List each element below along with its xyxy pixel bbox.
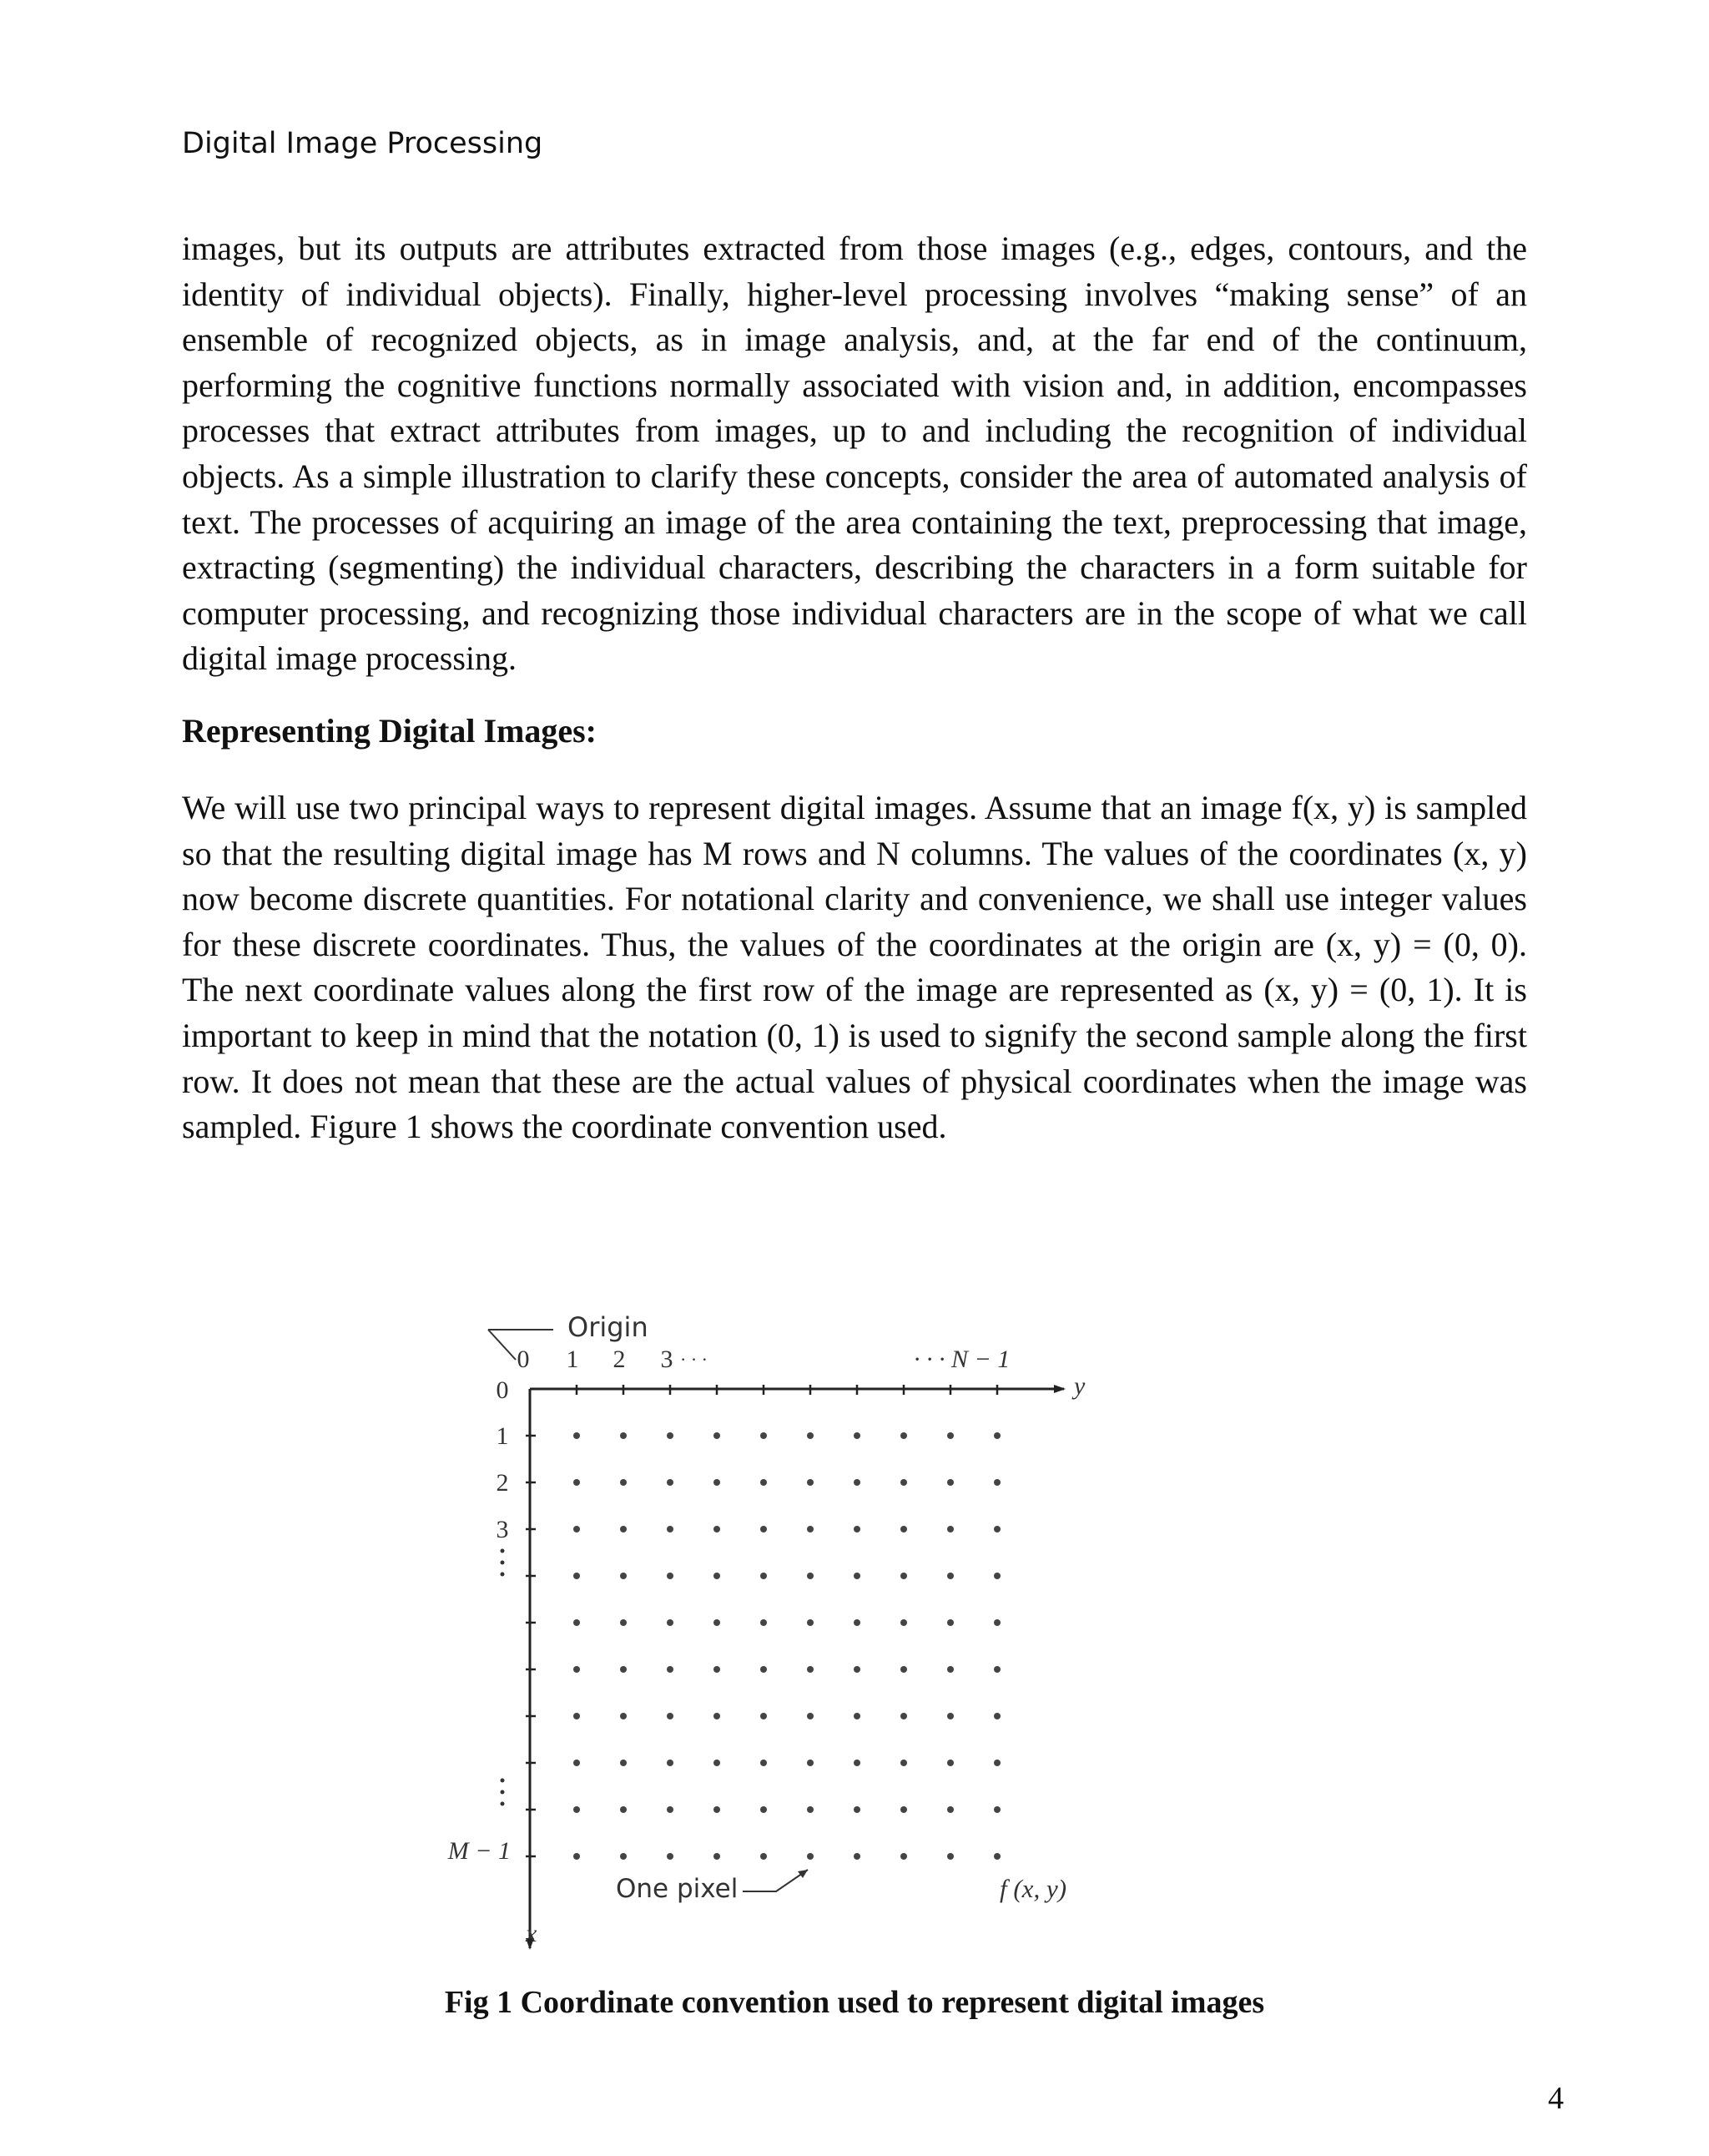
pixel-dot	[854, 1432, 860, 1439]
pixel-dot	[573, 1713, 580, 1719]
pixel-dot	[900, 1853, 907, 1860]
pixel-dot	[667, 1760, 673, 1766]
pixel-dot	[573, 1479, 580, 1486]
pixel-dot	[760, 1666, 767, 1673]
coordinate-convention-figure	[409, 1294, 1118, 1962]
pixel-dot	[854, 1573, 860, 1579]
pixel-dot	[854, 1760, 860, 1766]
pixel-dot	[620, 1713, 627, 1719]
one-pixel-pointer-head	[798, 1870, 808, 1878]
pixel-dot	[947, 1479, 954, 1486]
pixel-dot	[713, 1619, 720, 1626]
pixel-dot	[900, 1806, 907, 1813]
pixel-dot	[854, 1713, 860, 1719]
pixel-dot	[947, 1806, 954, 1813]
figure-caption: Fig 1 Coordinate convention used to represent digital images	[444, 1985, 1265, 2020]
paragraph-image-processing-levels: images, but its outputs are attributes extracted from those images (e.g., edges, contours, and the identity of individual objects). Finally, higher-level processing involves “making sense” of an ensemble of recognized objects, as in image analysis, and, at the far end of the continuum, performing the cognitive functions normally associated with vision and, in addition, encompasses processes that extract attributes from images, up to and including the recognition of individual objects. As a simple illustration to clarify these concepts, consider the area of automated analysis of text. The processes of acquiring an image of the area containing the text, preprocessing that image, extracting (segmenting) the individual characters, describing the characters in a form suitable for computer processing, and recognizing those individual characters are in the scope of what we call digital image processing.	[182, 230, 1527, 678]
pixel-dot	[667, 1432, 673, 1439]
paragraph-representing-images: We will use two principal ways to represent digital images. Assume that an image f(x, y) is sampled so that the resulting digital image has M rows and N columns. The values of the coordinates (x, y) now become discrete quantities. For notational clarity and convenience, we shall use integer values for these discrete coordinates. Thus, the values of the coordinates at the origin are (x, y) = (0, 0). The next coordinate values along the first row of the image are represented as (x, y) = (0, 1). It is important to keep in mind that the notation (0, 1) is used to signify the second sample along the first row. It does not mean that these are the actual values of physical coordinates when the image was sampled. Figure 1 shows the coordinate convention used.	[182, 789, 1527, 1146]
column-label-2: 2	[613, 1346, 626, 1373]
pixel-dot	[900, 1573, 907, 1579]
pixel-dot	[667, 1713, 673, 1719]
pixel-dot	[667, 1526, 673, 1532]
x-axis-label: x	[526, 1920, 537, 1947]
origin-label: Origin	[567, 1311, 648, 1343]
pixel-dot	[573, 1806, 580, 1813]
pixel-dot	[713, 1432, 720, 1439]
pixel-dot	[620, 1806, 627, 1813]
pixel-dot	[900, 1526, 907, 1532]
pixel-dot	[713, 1853, 720, 1860]
pixel-dot	[713, 1806, 720, 1813]
pixel-dot	[947, 1432, 954, 1439]
pixel-dot	[573, 1666, 580, 1673]
pixel-dot	[573, 1432, 580, 1439]
pixel-dot	[807, 1526, 814, 1532]
pixel-dot	[947, 1713, 954, 1719]
pixel-dot	[760, 1713, 767, 1719]
pixel-dot	[854, 1479, 860, 1486]
pixel-dot	[667, 1666, 673, 1673]
pixel-dot	[807, 1760, 814, 1766]
pixel-dot	[947, 1760, 954, 1766]
row-label-1: 1	[496, 1422, 509, 1450]
row-label-3: 3	[496, 1516, 509, 1543]
pixel-dot	[947, 1619, 954, 1626]
pixel-dot	[994, 1526, 1001, 1532]
pixel-dot	[713, 1760, 720, 1766]
pixel-dot	[854, 1526, 860, 1532]
row-ellipsis-bottom	[501, 1779, 505, 1806]
pixel-dot	[760, 1479, 767, 1486]
column-end-label: · · · N − 1	[914, 1346, 1011, 1373]
pixel-dot	[900, 1666, 907, 1673]
pixel-dot	[620, 1760, 627, 1766]
pixel-dot	[713, 1526, 720, 1532]
pixel-dot	[760, 1432, 767, 1439]
pixel-dot	[900, 1619, 907, 1626]
pixel-dot	[573, 1760, 580, 1766]
column-ellipsis: · · ·	[680, 1349, 708, 1370]
pixel-dot	[760, 1526, 767, 1532]
pixel-dot	[573, 1853, 580, 1860]
pixel-dot	[760, 1760, 767, 1766]
pixel-dot	[807, 1432, 814, 1439]
pixel-dot	[760, 1853, 767, 1860]
pixel-dot	[620, 1526, 627, 1532]
pixel-dot	[854, 1619, 860, 1626]
pixel-dot	[807, 1619, 814, 1626]
pixel-dot	[667, 1853, 673, 1860]
pixel-dot	[713, 1479, 720, 1486]
pixel-dot	[620, 1853, 627, 1860]
pixel-dot	[807, 1666, 814, 1673]
pixel-dot	[807, 1853, 814, 1860]
pixel-dot	[854, 1806, 860, 1813]
column-label-1: 1	[566, 1346, 579, 1373]
pixel-dot	[994, 1713, 1001, 1719]
pixel-dot	[667, 1806, 673, 1813]
pixel-dot	[994, 1806, 1001, 1813]
column-label-3: 3	[660, 1346, 673, 1373]
pixel-dot	[620, 1479, 627, 1486]
pixel-dot	[994, 1619, 1001, 1626]
origin-pointer-diagonal	[488, 1330, 516, 1360]
pixel-dot	[900, 1479, 907, 1486]
pixel-dot	[900, 1432, 907, 1439]
pixel-dot	[854, 1666, 860, 1673]
pixel-dot	[900, 1760, 907, 1766]
pixel-dot	[713, 1713, 720, 1719]
y-axis-label: y	[1074, 1372, 1086, 1400]
pixel-dot	[900, 1713, 907, 1719]
function-label: f (x, y)	[1000, 1874, 1067, 1903]
pixel-dot	[713, 1573, 720, 1579]
pixel-dot	[994, 1479, 1001, 1486]
pixel-dot	[807, 1806, 814, 1813]
column-label-0: 0	[517, 1346, 530, 1373]
pixel-dot	[807, 1479, 814, 1486]
pixel-dot	[994, 1573, 1001, 1579]
pixel-dot	[947, 1666, 954, 1673]
row-label-0: 0	[496, 1376, 509, 1404]
pixel-dot	[620, 1619, 627, 1626]
pixel-dot	[760, 1806, 767, 1813]
pixel-dot	[760, 1573, 767, 1579]
pixel-dot	[667, 1573, 673, 1579]
pixel-dot	[713, 1666, 720, 1673]
pixel-dot	[807, 1573, 814, 1579]
pixel-dot	[994, 1760, 1001, 1766]
pixel-dot	[620, 1573, 627, 1579]
pixel-grid	[573, 1432, 1001, 1860]
pixel-dot	[947, 1526, 954, 1532]
pixel-dot	[947, 1853, 954, 1860]
pixel-dot	[994, 1853, 1001, 1860]
pixel-dot	[620, 1666, 627, 1673]
pixel-dot	[760, 1619, 767, 1626]
pixel-dot	[807, 1713, 814, 1719]
one-pixel-pointer	[743, 1870, 808, 1891]
row-label-2: 2	[496, 1469, 509, 1497]
pixel-dot	[620, 1432, 627, 1439]
pixel-dot	[994, 1666, 1001, 1673]
pixel-dot	[667, 1619, 673, 1626]
one-pixel-label: One pixel	[616, 1874, 739, 1904]
row-ellipsis-top	[501, 1549, 505, 1577]
pixel-dot	[947, 1573, 954, 1579]
section-heading: Representing Digital Images:	[182, 712, 597, 750]
pixel-dot	[667, 1479, 673, 1486]
page-number: 4	[1548, 2081, 1564, 2116]
row-end-label: M − 1	[447, 1837, 511, 1865]
pixel-dot	[573, 1619, 580, 1626]
running-header: Digital Image Processing	[182, 127, 543, 160]
pixel-dot	[573, 1526, 580, 1532]
pixel-dot	[994, 1432, 1001, 1439]
pixel-dot	[854, 1853, 860, 1860]
pixel-dot	[573, 1573, 580, 1579]
